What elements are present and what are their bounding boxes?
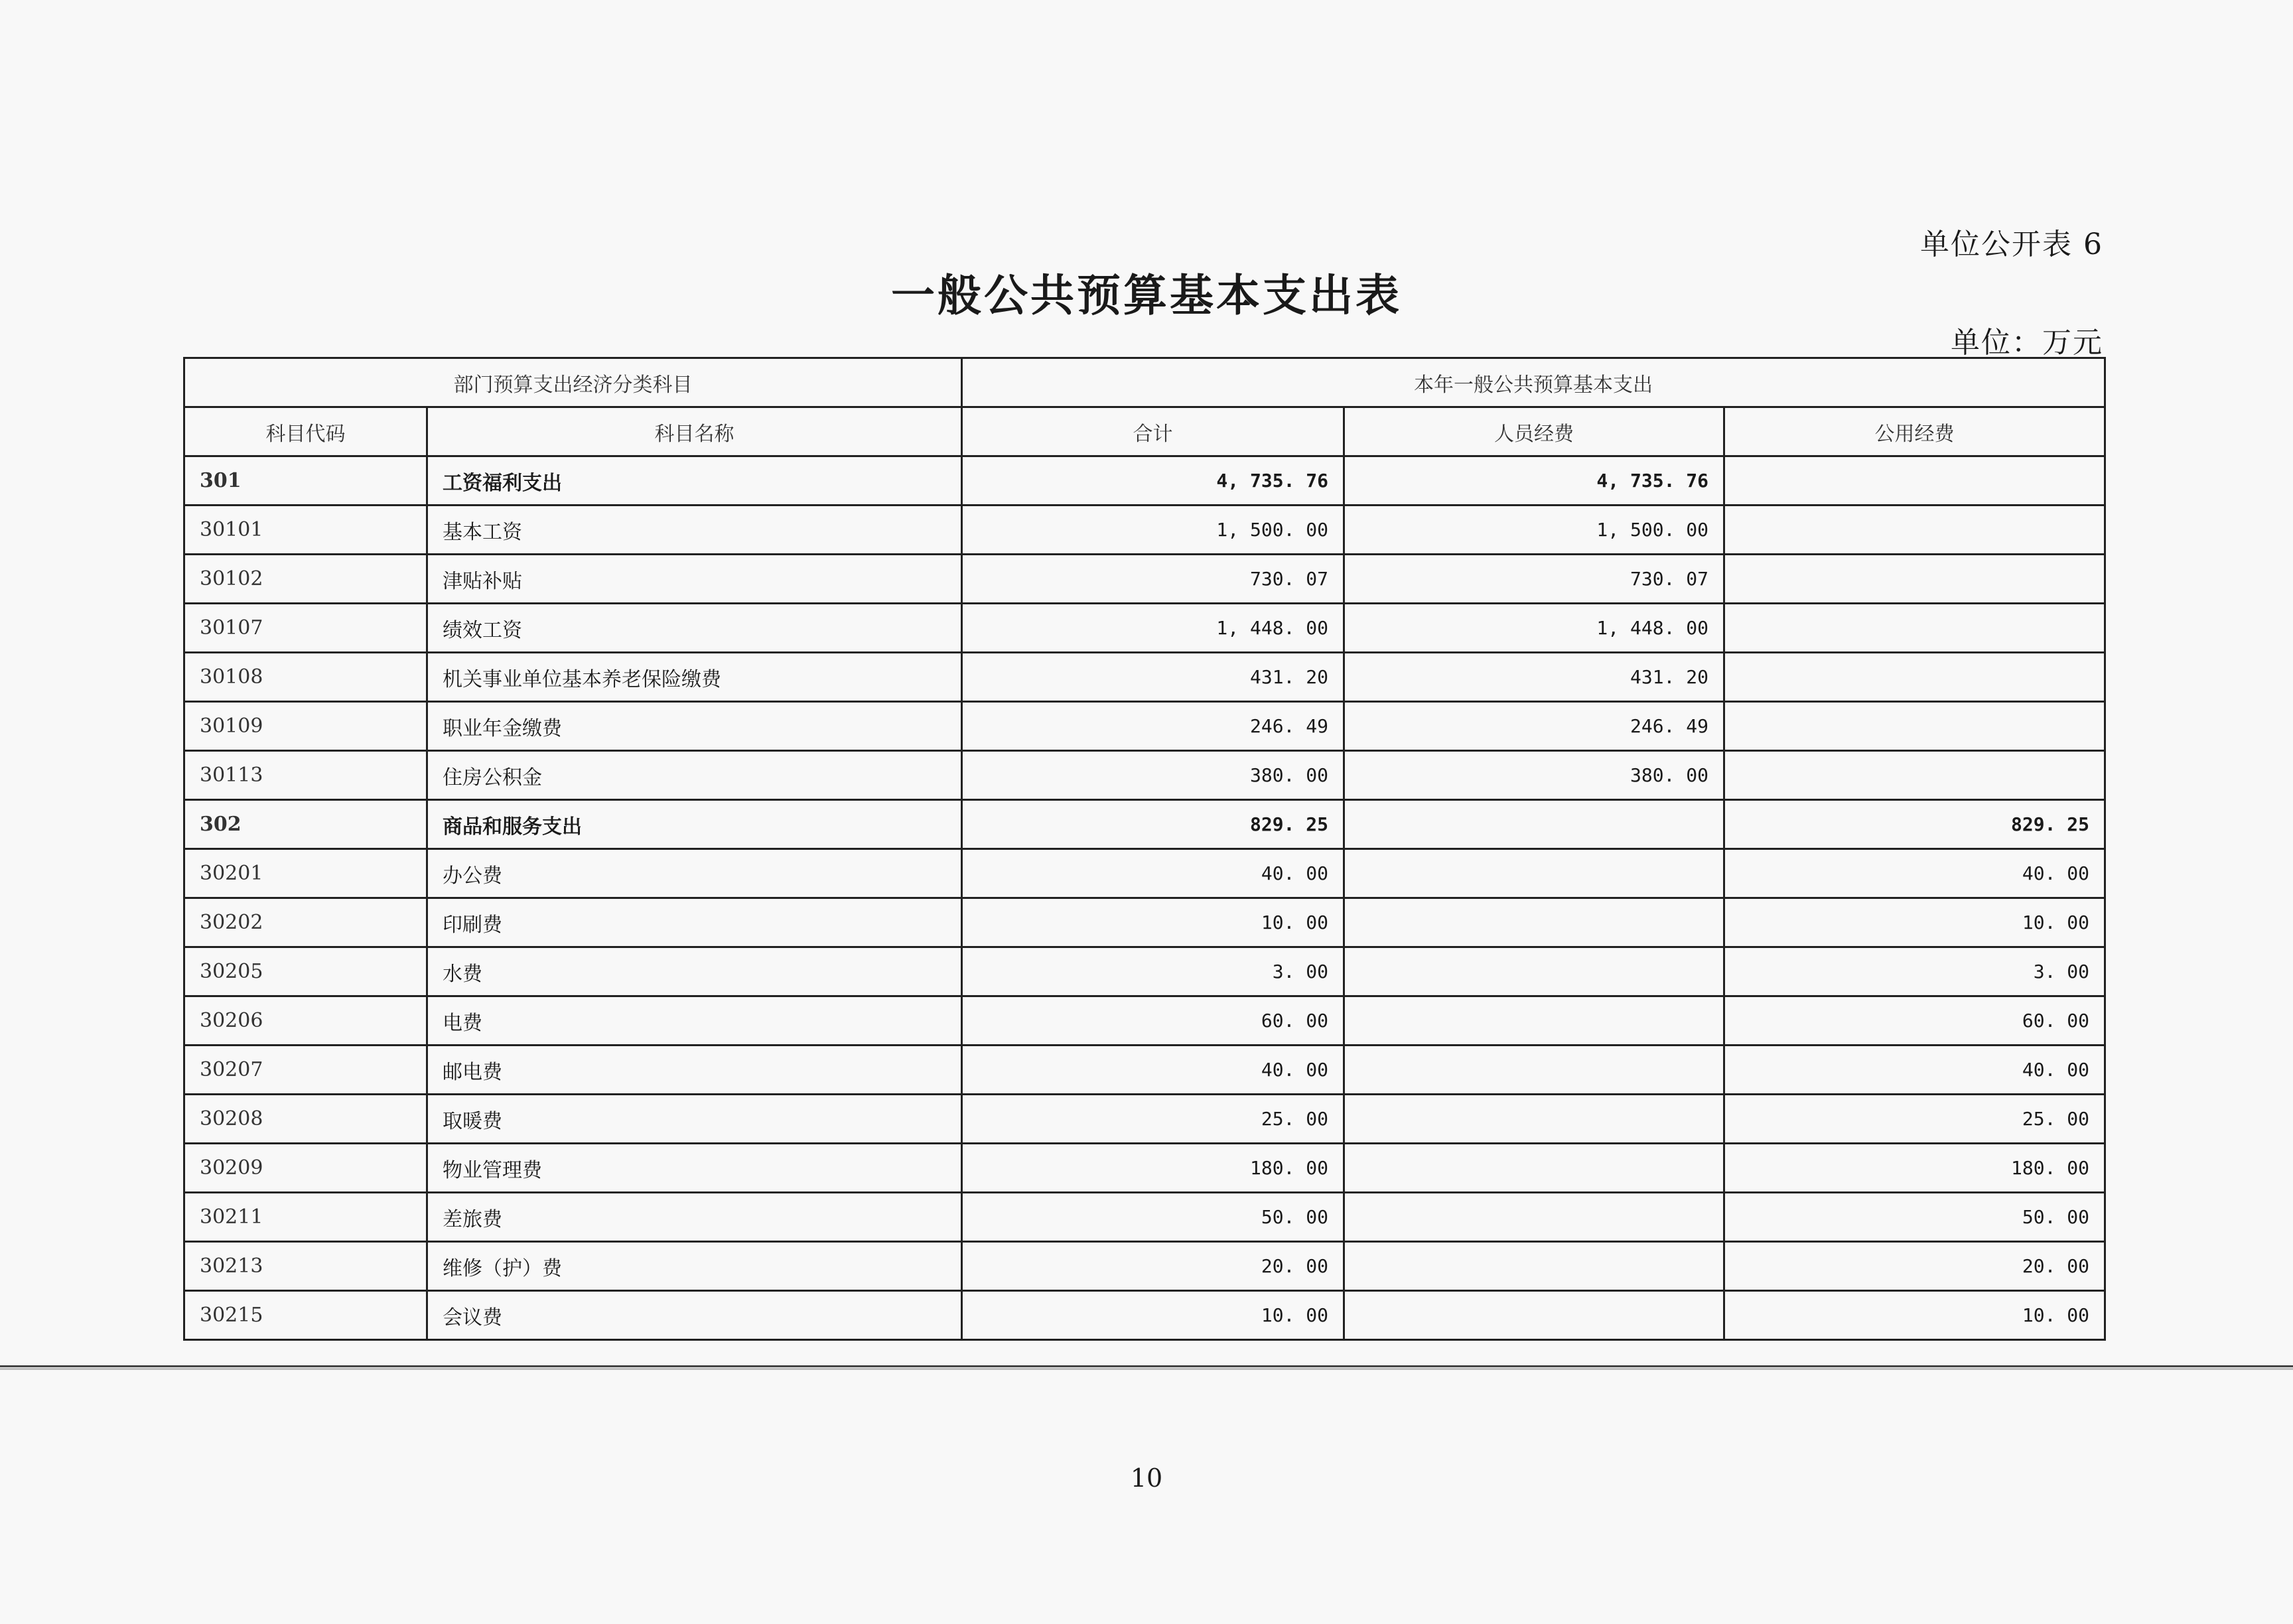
row-name-cell: 邮电费 bbox=[427, 1046, 962, 1095]
table-row bbox=[184, 702, 2105, 751]
table-row bbox=[184, 1095, 2105, 1144]
row-name-cell: 住房公积金 bbox=[427, 751, 962, 800]
row-personnel-cell bbox=[1344, 1095, 1724, 1144]
row-code-cell: 30107 bbox=[184, 604, 427, 653]
row-code-cell: 30101 bbox=[184, 506, 427, 555]
table-row bbox=[184, 849, 2105, 898]
row-total-cell: 50. 00 bbox=[962, 1193, 1344, 1242]
row-name-cell: 会议费 bbox=[427, 1291, 962, 1340]
row-total-cell: 10. 00 bbox=[962, 1291, 1344, 1340]
row-personnel-cell bbox=[1344, 800, 1724, 849]
row-public-cell bbox=[1724, 555, 2105, 604]
row-total-cell: 1, 448. 00 bbox=[962, 604, 1344, 653]
row-personnel-cell bbox=[1344, 1046, 1724, 1095]
table-row bbox=[184, 1242, 2105, 1291]
row-name-cell: 津贴补贴 bbox=[427, 555, 962, 604]
row-public-cell: 40. 00 bbox=[1724, 1046, 2105, 1095]
row-name-cell: 绩效工资 bbox=[427, 604, 962, 653]
group-header-basic-expenditure: 本年一般公共预算基本支出 bbox=[962, 358, 2105, 407]
row-name-cell: 维修（护）费 bbox=[427, 1242, 962, 1291]
column-header-total: 合计 bbox=[962, 407, 1344, 456]
row-total-cell: 431. 20 bbox=[962, 653, 1344, 702]
row-total-cell: 20. 00 bbox=[962, 1242, 1344, 1291]
row-public-cell bbox=[1724, 506, 2105, 555]
row-personnel-cell bbox=[1344, 1291, 1724, 1340]
row-public-cell: 50. 00 bbox=[1724, 1193, 2105, 1242]
row-name-cell: 物业管理费 bbox=[427, 1144, 962, 1193]
row-public-cell: 180. 00 bbox=[1724, 1144, 2105, 1193]
table-row bbox=[184, 1144, 2105, 1193]
row-public-cell: 3. 00 bbox=[1724, 947, 2105, 996]
row-total-cell: 3. 00 bbox=[962, 947, 1344, 996]
row-total-cell: 829. 25 bbox=[962, 800, 1344, 849]
row-public-cell: 20. 00 bbox=[1724, 1242, 2105, 1291]
column-header-code: 科目代码 bbox=[184, 407, 427, 456]
row-total-cell: 1, 500. 00 bbox=[962, 506, 1344, 555]
row-public-cell: 25. 00 bbox=[1724, 1095, 2105, 1144]
column-header-name: 科目名称 bbox=[427, 407, 962, 456]
row-personnel-cell bbox=[1344, 1193, 1724, 1242]
table-row bbox=[184, 751, 2105, 800]
row-public-cell bbox=[1724, 702, 2105, 751]
row-name-cell: 商品和服务支出 bbox=[427, 800, 962, 849]
row-name-cell: 电费 bbox=[427, 996, 962, 1046]
row-code-cell: 30201 bbox=[184, 849, 427, 898]
row-name-cell: 印刷费 bbox=[427, 898, 962, 947]
row-public-cell: 10. 00 bbox=[1724, 898, 2105, 947]
row-code-cell: 30108 bbox=[184, 653, 427, 702]
row-code-cell: 30109 bbox=[184, 702, 427, 751]
unit-label: 单位：万元 bbox=[1951, 326, 2103, 360]
table-row bbox=[184, 604, 2105, 653]
group-header-classification: 部门预算支出经济分类科目 bbox=[184, 358, 962, 407]
row-public-cell bbox=[1724, 751, 2105, 800]
table-row bbox=[184, 800, 2105, 849]
row-code-cell: 30213 bbox=[184, 1242, 427, 1291]
column-header-row bbox=[184, 407, 2105, 456]
table-body bbox=[184, 456, 2105, 1340]
row-personnel-cell: 4, 735. 76 bbox=[1344, 456, 1724, 506]
table-row bbox=[184, 898, 2105, 947]
row-public-cell: 60. 00 bbox=[1724, 996, 2105, 1046]
table-row bbox=[184, 555, 2105, 604]
page-title: 一般公共预算基本支出表 bbox=[891, 269, 1402, 321]
table-row bbox=[184, 1046, 2105, 1095]
row-personnel-cell: 380. 00 bbox=[1344, 751, 1724, 800]
row-name-cell: 工资福利支出 bbox=[427, 456, 962, 506]
column-header-public: 公用经费 bbox=[1724, 407, 2105, 456]
row-public-cell bbox=[1724, 456, 2105, 506]
row-code-cell: 302 bbox=[184, 800, 427, 849]
row-name-cell: 基本工资 bbox=[427, 506, 962, 555]
row-code-cell: 30209 bbox=[184, 1144, 427, 1193]
row-public-cell: 40. 00 bbox=[1724, 849, 2105, 898]
row-code-cell: 30207 bbox=[184, 1046, 427, 1095]
table-row bbox=[184, 653, 2105, 702]
row-personnel-cell bbox=[1344, 947, 1724, 996]
budget-table bbox=[183, 357, 2106, 1341]
row-name-cell: 差旅费 bbox=[427, 1193, 962, 1242]
row-personnel-cell: 1, 500. 00 bbox=[1344, 506, 1724, 555]
row-name-cell: 水费 bbox=[427, 947, 962, 996]
row-total-cell: 40. 00 bbox=[962, 849, 1344, 898]
row-code-cell: 30102 bbox=[184, 555, 427, 604]
table-row bbox=[184, 1193, 2105, 1242]
table-row bbox=[184, 947, 2105, 996]
row-public-cell bbox=[1724, 604, 2105, 653]
form-id: 单位公开表 6 bbox=[1920, 228, 2103, 261]
row-name-cell: 职业年金缴费 bbox=[427, 702, 962, 751]
row-total-cell: 246. 49 bbox=[962, 702, 1344, 751]
row-total-cell: 10. 00 bbox=[962, 898, 1344, 947]
row-total-cell: 380. 00 bbox=[962, 751, 1344, 800]
row-personnel-cell bbox=[1344, 898, 1724, 947]
row-name-cell: 办公费 bbox=[427, 849, 962, 898]
row-code-cell: 30205 bbox=[184, 947, 427, 996]
row-public-cell: 829. 25 bbox=[1724, 800, 2105, 849]
scan-artifact-line bbox=[0, 1368, 2293, 1370]
row-name-cell: 机关事业单位基本养老保险缴费 bbox=[427, 653, 962, 702]
row-code-cell: 30113 bbox=[184, 751, 427, 800]
row-total-cell: 40. 00 bbox=[962, 1046, 1344, 1095]
row-public-cell bbox=[1724, 653, 2105, 702]
row-personnel-cell: 730. 07 bbox=[1344, 555, 1724, 604]
page-number: 10 bbox=[1130, 1463, 1163, 1493]
row-personnel-cell bbox=[1344, 1144, 1724, 1193]
row-code-cell: 301 bbox=[184, 456, 427, 506]
table-row bbox=[184, 1291, 2105, 1340]
row-code-cell: 30211 bbox=[184, 1193, 427, 1242]
row-code-cell: 30202 bbox=[184, 898, 427, 947]
row-personnel-cell bbox=[1344, 849, 1724, 898]
group-header-row bbox=[184, 358, 2105, 407]
row-personnel-cell: 1, 448. 00 bbox=[1344, 604, 1724, 653]
row-personnel-cell bbox=[1344, 1242, 1724, 1291]
row-total-cell: 180. 00 bbox=[962, 1144, 1344, 1193]
row-code-cell: 30215 bbox=[184, 1291, 427, 1340]
row-total-cell: 730. 07 bbox=[962, 555, 1344, 604]
row-code-cell: 30208 bbox=[184, 1095, 427, 1144]
scan-artifact-line bbox=[0, 1365, 2293, 1367]
row-code-cell: 30206 bbox=[184, 996, 427, 1046]
row-total-cell: 4, 735. 76 bbox=[962, 456, 1344, 506]
table-row bbox=[184, 456, 2105, 506]
row-personnel-cell: 431. 20 bbox=[1344, 653, 1724, 702]
row-name-cell: 取暖费 bbox=[427, 1095, 962, 1144]
row-total-cell: 60. 00 bbox=[962, 996, 1344, 1046]
row-personnel-cell: 246. 49 bbox=[1344, 702, 1724, 751]
column-header-personnel: 人员经费 bbox=[1344, 407, 1724, 456]
table-row bbox=[184, 506, 2105, 555]
table-row bbox=[184, 996, 2105, 1046]
row-total-cell: 25. 00 bbox=[962, 1095, 1344, 1144]
row-public-cell: 10. 00 bbox=[1724, 1291, 2105, 1340]
row-personnel-cell bbox=[1344, 996, 1724, 1046]
